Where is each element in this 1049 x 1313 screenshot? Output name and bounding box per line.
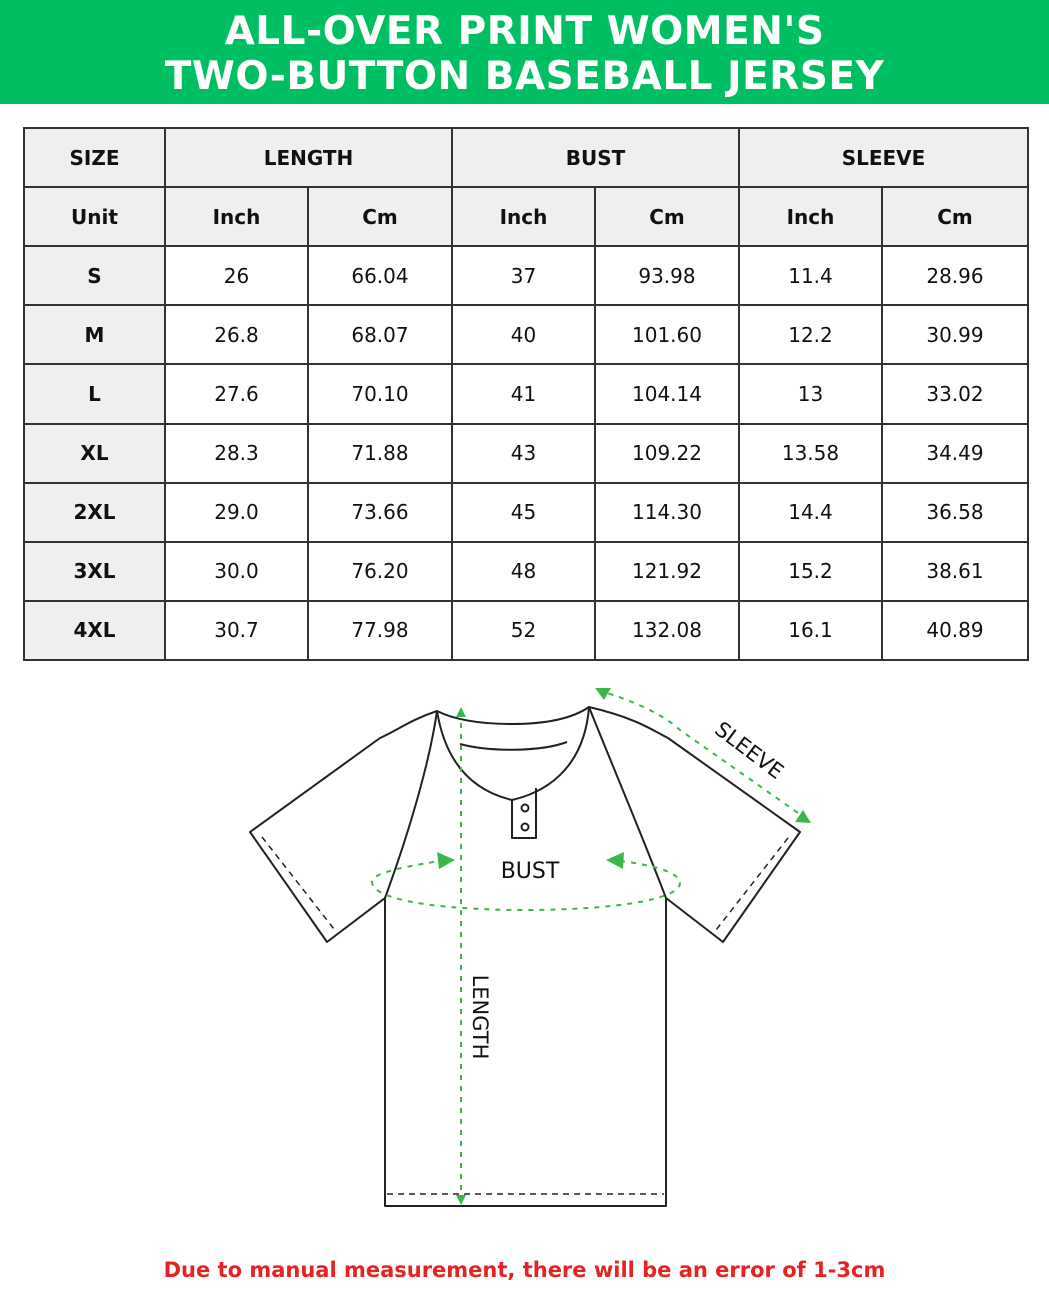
bust-cm-cell: 93.98 (595, 246, 739, 305)
bust-cm-cell: 109.22 (595, 424, 739, 483)
table-row (24, 424, 1028, 483)
size-cell: M (24, 305, 165, 364)
length-inch-header: Inch (165, 187, 308, 246)
length-inch-cell: 27.6 (165, 364, 308, 423)
size-cell: L (24, 364, 165, 423)
size-cell: 3XL (24, 542, 165, 601)
size-header: SIZE (24, 128, 165, 187)
length-cm-header: Cm (308, 187, 452, 246)
bust-arrowhead-right (606, 852, 624, 869)
bust-inch-cell: 37 (452, 246, 595, 305)
bust-cm-cell: 114.30 (595, 483, 739, 542)
measurement-note: Due to manual measurement, there will be an error of 1-3cm (163, 1258, 886, 1282)
sleeve-inch-cell: 13 (739, 364, 882, 423)
unit-header-row (24, 187, 1028, 246)
length-cm-cell: 68.07 (308, 305, 452, 364)
bust-inch-cell: 52 (452, 601, 595, 660)
jersey-outline (250, 707, 800, 1206)
length-inch-cell: 26 (165, 246, 308, 305)
table-row (24, 364, 1028, 423)
sleeve-inch-cell: 12.2 (739, 305, 882, 364)
sleeve-inch-cell: 16.1 (739, 601, 882, 660)
sleeve-cm-cell: 40.89 (882, 601, 1028, 660)
length-label: LENGTH (468, 974, 492, 1060)
size-chart-table (23, 127, 1029, 661)
jersey-body (250, 707, 800, 1206)
length-cm-cell: 73.66 (308, 483, 452, 542)
raglan-left (385, 711, 437, 898)
size-cell: S (24, 246, 165, 305)
button-top (522, 805, 529, 812)
sleeve-inch-cell: 11.4 (739, 246, 882, 305)
jersey-buttons (522, 805, 529, 831)
sleeve-inch-header: Inch (739, 187, 882, 246)
length-cm-cell: 77.98 (308, 601, 452, 660)
bust-label: BUST (500, 859, 560, 884)
length-cm-cell: 71.88 (308, 424, 452, 483)
bust-inch-header: Inch (452, 187, 595, 246)
collar-outer (437, 707, 589, 800)
length-cm-cell: 70.10 (308, 364, 452, 423)
right-cuff-stitch (716, 838, 788, 930)
bust-header: BUST (452, 128, 739, 187)
table-row (24, 246, 1028, 305)
length-inch-cell: 29.0 (165, 483, 308, 542)
bust-inch-cell: 48 (452, 542, 595, 601)
length-inch-cell: 30.7 (165, 601, 308, 660)
collar-inner (460, 742, 567, 750)
sleeve-inch-cell: 13.58 (739, 424, 882, 483)
length-inch-cell: 28.3 (165, 424, 308, 483)
jersey-diagram (0, 670, 1049, 1230)
sleeve-cm-cell: 36.58 (882, 483, 1028, 542)
bust-cm-cell: 121.92 (595, 542, 739, 601)
bust-cm-cell: 132.08 (595, 601, 739, 660)
sleeve-label: SLEEVE (710, 716, 789, 784)
bust-inch-cell: 40 (452, 305, 595, 364)
size-cell: 2XL (24, 483, 165, 542)
raglan-right (589, 707, 666, 898)
left-cuff-stitch (262, 837, 334, 929)
bust-inch-cell: 45 (452, 483, 595, 542)
sleeve-cm-cell: 34.49 (882, 424, 1028, 483)
sleeve-header: SLEEVE (739, 128, 1028, 187)
table-row (24, 483, 1028, 542)
title-line-1: ALL-OVER PRINT WOMEN'S (224, 9, 825, 54)
sleeve-inch-cell: 14.4 (739, 483, 882, 542)
table-row (24, 305, 1028, 364)
length-cm-cell: 66.04 (308, 246, 452, 305)
stitch-lines (262, 837, 788, 1194)
sleeve-cm-cell: 33.02 (882, 364, 1028, 423)
arrow-heads (437, 688, 811, 869)
length-cm-cell: 76.20 (308, 542, 452, 601)
sleeve-cm-cell: 38.61 (882, 542, 1028, 601)
button-bottom (522, 824, 529, 831)
sleeve-cm-header: Cm (882, 187, 1028, 246)
sleeve-cm-cell: 28.96 (882, 246, 1028, 305)
bust-cm-cell: 101.60 (595, 305, 739, 364)
bust-inch-cell: 43 (452, 424, 595, 483)
table-row (24, 542, 1028, 601)
length-header: LENGTH (165, 128, 452, 187)
size-cell: 4XL (24, 601, 165, 660)
sleeve-cm-cell: 30.99 (882, 305, 1028, 364)
bust-inch-cell: 41 (452, 364, 595, 423)
sleeve-inch-cell: 15.2 (739, 542, 882, 601)
bust-cm-header: Cm (595, 187, 739, 246)
length-inch-cell: 30.0 (165, 542, 308, 601)
size-cell: XL (24, 424, 165, 483)
length-inch-cell: 26.8 (165, 305, 308, 364)
group-header-row (24, 128, 1028, 187)
unit-header: Unit (24, 187, 165, 246)
bust-cm-cell: 104.14 (595, 364, 739, 423)
table-row (24, 601, 1028, 660)
title-banner (0, 0, 1049, 104)
title-line-2: TWO-BUTTON BASEBALL JERSEY (164, 54, 885, 99)
bust-arrowhead-left (437, 852, 455, 869)
measure-guides (372, 690, 808, 1200)
